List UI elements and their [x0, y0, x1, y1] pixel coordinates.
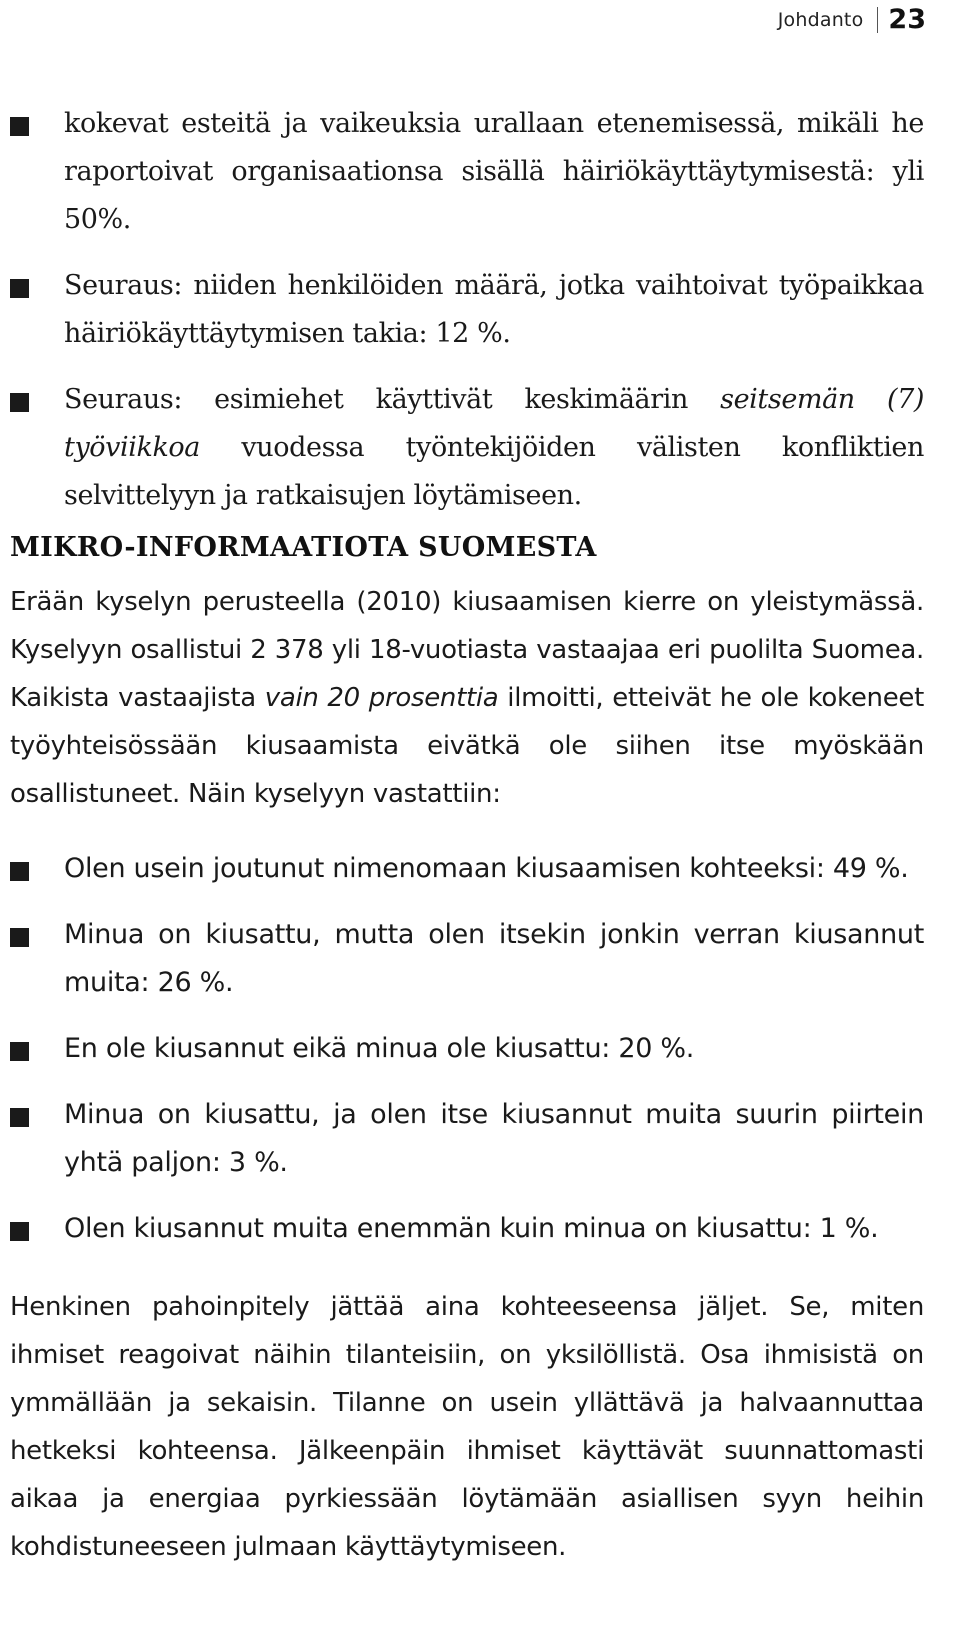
- list-item-text-start: Seuraus: esimiehet käyttivät keskimäärin: [64, 384, 721, 415]
- list-item-text: kokevat esteitä ja vaikeuksia urallaan etenemisessä, mikäli he raportoivat organisaationsa sisällä häiriökäyttäytymisestä: yli 50%.: [64, 108, 924, 235]
- list-item-text: Olen kiusannut muita enemmän kuin minua on kiusattu: 1 %.: [64, 1213, 879, 1244]
- square-bullet-icon: [10, 928, 29, 947]
- list-item: [10, 911, 924, 1007]
- intro-text-start: Erään kyselyn perusteella (2010) kiusaamisen kierre on yleistymässä. Kyselyyn osallistui 2 378 yli 18-vuotiasta vastaajaa eri puolilta Suomea. Kaikista vastaajista: [10, 587, 924, 713]
- list-item-emphasis: seitsemän (7) työviikkoa: [64, 384, 924, 463]
- list-item-text: Seuraus: niiden henkilöiden määrä, jotka vaihtoivat työpaikkaa häiriökäyttäytymisen takia: 12 %.: [64, 270, 924, 349]
- intro-text-end: ilmoitti, etteivät he ole kokeneet työyhteisössään kiusaamista eivätkä ole siihen itse myöskään osallistuneet. Näin kyselyyn vastattiin:: [10, 683, 924, 809]
- section-heading: MIKRO-INFORMAATIOTA SUOMESTA: [10, 532, 597, 563]
- square-bullet-icon: [10, 393, 29, 412]
- list-item: [10, 376, 924, 520]
- list-item: [10, 845, 924, 893]
- square-bullet-icon: [10, 279, 29, 298]
- list-item-text-end: vuodessa työntekijöiden välisten konfliktien selvittelyyn ja ratkaisujen löytämiseen.: [64, 432, 924, 511]
- list-item: [10, 262, 924, 358]
- chapter-title: Johdanto: [777, 8, 864, 31]
- square-bullet-icon: [10, 1222, 29, 1241]
- intro-paragraph: [10, 578, 924, 818]
- square-bullet-icon: [10, 1108, 29, 1127]
- square-bullet-icon: [10, 1042, 29, 1061]
- header-divider: [877, 7, 878, 33]
- list-item-text: En ole kiusannut eikä minua ole kiusattu: 20 %.: [64, 1033, 695, 1064]
- list-item-text: Olen usein joutunut nimenomaan kiusaamisen kohteeksi: 49 %.: [64, 853, 909, 884]
- closing-paragraph: Henkinen pahoinpitely jättää aina kohteeseensa jäljet. Se, miten ihmiset reagoivat näihin tilanteisiin, on yksilöllistä. Osa ihmisistä on ymmällään ja sekaisin. Tilanne on usein yllättävä ja halvaannuttaa hetkeksi kohteensa. Jälkeenpäin ihmiset käyttävät suunnattomasti aikaa ja energiaa pyrkiessään löytämään asiallisen syyn heihin kohdistuneeseen julmaan käyttäytymiseen.: [10, 1292, 924, 1562]
- list-item-text: Minua on kiusattu, mutta olen itsekin jonkin verran kiusannut muita: 26 %.: [64, 919, 924, 998]
- list-item: [10, 1205, 924, 1253]
- running-header: [778, 4, 926, 35]
- square-bullet-icon: [10, 117, 29, 136]
- intro-emphasis: vain 20 prosenttia: [264, 683, 499, 713]
- square-bullet-icon: [10, 862, 29, 881]
- list-item: [10, 1025, 924, 1073]
- list-item: [10, 1091, 924, 1187]
- page-number: 23: [888, 4, 926, 35]
- list-item-text: Minua on kiusattu, ja olen itse kiusannut muita suurin piirtein yhtä paljon: 3 %.: [64, 1099, 924, 1178]
- statistics-bullet-list: [10, 100, 924, 538]
- list-item: [10, 100, 924, 244]
- survey-results-list: [10, 845, 924, 1271]
